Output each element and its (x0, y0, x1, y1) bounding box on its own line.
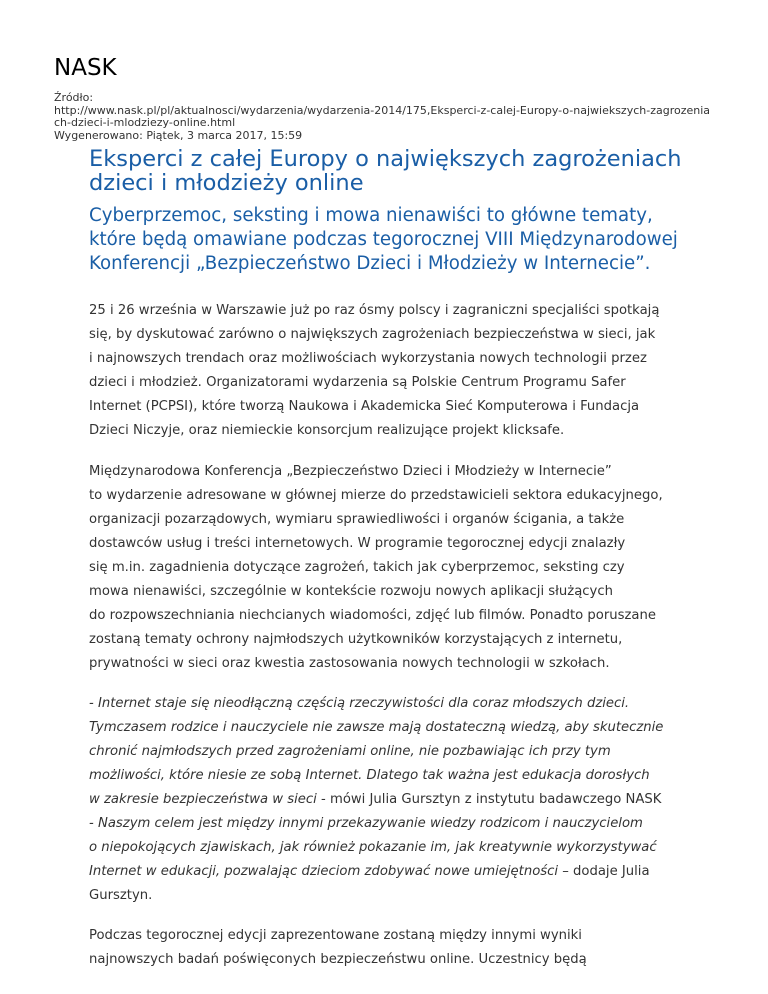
paragraph-line: Podczas tegorocznej edycji zaprezentowane zostaną między innymi wyniki (89, 928, 582, 943)
lead-line: Konferencji „Bezpieczeństwo Dzieci i Młodzieży w Internecie”. (89, 253, 651, 274)
paragraph-line: się, by dyskutować zarówno o największych zagrożeniach bezpieczeństwa w sieci, jak (89, 327, 656, 342)
source-url-line-2[interactable]: ch-dzieci-i-mlodziezy-online.html (54, 116, 236, 129)
quote-line: możliwości, które niesie ze sobą Internet. Dlatego tak ważna jest edukacja dorosłych (89, 768, 650, 783)
paragraph-1 (89, 299, 704, 443)
paragraph-line: prywatności w sieci oraz kwestia zastosowania nowych technologii w szkołach. (89, 656, 610, 671)
paragraph-line: to wydarzenie adresowane w głównej mierze do przedstawicieli sektora edukacyjnego, (89, 488, 663, 503)
generated-timestamp: Wygenerowano: Piątek, 3 marca 2017, 15:59 (54, 128, 303, 142)
paragraph-line: dostawców usług i treści internetowych. W programie tegorocznej edycji znalazły (89, 536, 626, 551)
paragraph-line: 25 i 26 września w Warszawie już po raz ósmy polscy i zagraniczni specjaliści spotkają (89, 303, 660, 318)
paragraph-line: do rozpowszechniania niechcianych wiadomości, zdjęć lub filmów. Ponadto poruszane (89, 608, 656, 623)
paragraph-line: się m.in. zagadnienia dotyczące zagrożeń, takich jak cyberprzemoc, seksting czy (89, 560, 625, 575)
paragraph-line: Internet (PCPSI), które tworzą Naukowa i Akademicka Sieć Komputerowa i Fundacja (89, 399, 640, 414)
quote-line: chronić najmłodszych przed zagrożeniami online, nie pozbawiając ich przy tym (89, 744, 611, 759)
title-line: dzieci i młodzieży online (89, 170, 364, 196)
article-lead (89, 204, 704, 276)
quote-line: - Internet staje się nieodłączną częścią rzeczywistości dla coraz młodszych dzieci. (89, 696, 630, 711)
quote-line: - Naszym celem jest między innymi przekazywanie wiedzy rodzicom i nauczycielom (89, 816, 643, 831)
paragraph-4 (89, 924, 704, 972)
quote-line (89, 860, 704, 884)
paragraph-line: Dzieci Niczyje, oraz niemieckie konsorcjum realizujące projekt klicksafe. (89, 423, 565, 438)
paragraph-line: najnowszych badań poświęconych bezpieczeństwu online. Uczestnicy będą (89, 952, 587, 967)
attribution-fragment: – dodaje Julia (558, 864, 650, 879)
lead-line: które będą omawiane podczas tegorocznej VIII Międzynarodowej (89, 229, 678, 250)
quote-line: Tymczasem rodzice i nauczyciele nie zawsze mają dostateczną wiedzą, aby skutecznie (89, 720, 664, 735)
site-name: NASK (54, 55, 117, 81)
quote-fragment: w zakresie bezpieczeństwa w sieci (89, 792, 317, 807)
attribution-line: Gursztyn. (89, 888, 153, 903)
title-line: Eksperci z całej Europy o największych zagrożeniach (89, 146, 682, 172)
article (89, 147, 704, 972)
attribution-fragment: - mówi Julia Gursztyn z instytutu badawczego NASK (316, 792, 662, 807)
source-url-line-1[interactable]: http://www.nask.pl/pl/aktualnosci/wydarzenia/wydarzenia-2014/175,Eksperci-z-calej-Europy-o-najwiekszych-zagrozenia (54, 103, 711, 117)
quote-paragraph (89, 692, 704, 908)
source-label: Źródło: (54, 91, 94, 104)
lead-line: Cyberprzemoc, seksting i mowa nienawiści to główne tematy, (89, 205, 653, 226)
paragraph-line: i najnowszych trendach oraz możliwościach wykorzystania nowych technologii przez (89, 351, 647, 366)
source-meta (54, 92, 744, 142)
paragraph-line: Międzynarodowa Konferencja „Bezpieczeństwo Dzieci i Młodzieży w Internecie” (89, 464, 612, 479)
quote-line: o niepokojących zjawiskach, jak również pokazanie im, jak kreatywnie wykorzystywać (89, 840, 657, 855)
paragraph-line: dzieci i młodzież. Organizatorami wydarzenia są Polskie Centrum Programu Safer (89, 375, 626, 390)
paragraph-line: zostaną tematy ochrony najmłodszych użytkowników korzystających z internetu, (89, 632, 623, 647)
article-title (89, 147, 704, 195)
paragraph-2 (89, 460, 704, 676)
quote-line (89, 788, 704, 812)
paragraph-line: organizacji pozarządowych, wymiaru sprawiedliwości i organów ścigania, a także (89, 512, 625, 527)
paragraph-line: mowa nienawiści, szczególnie w kontekście rozwoju nowych aplikacji służących (89, 584, 613, 599)
quote-fragment: Internet w edukacji, pozwalając dzieciom zdobywać nowe umiejętności (89, 864, 559, 879)
